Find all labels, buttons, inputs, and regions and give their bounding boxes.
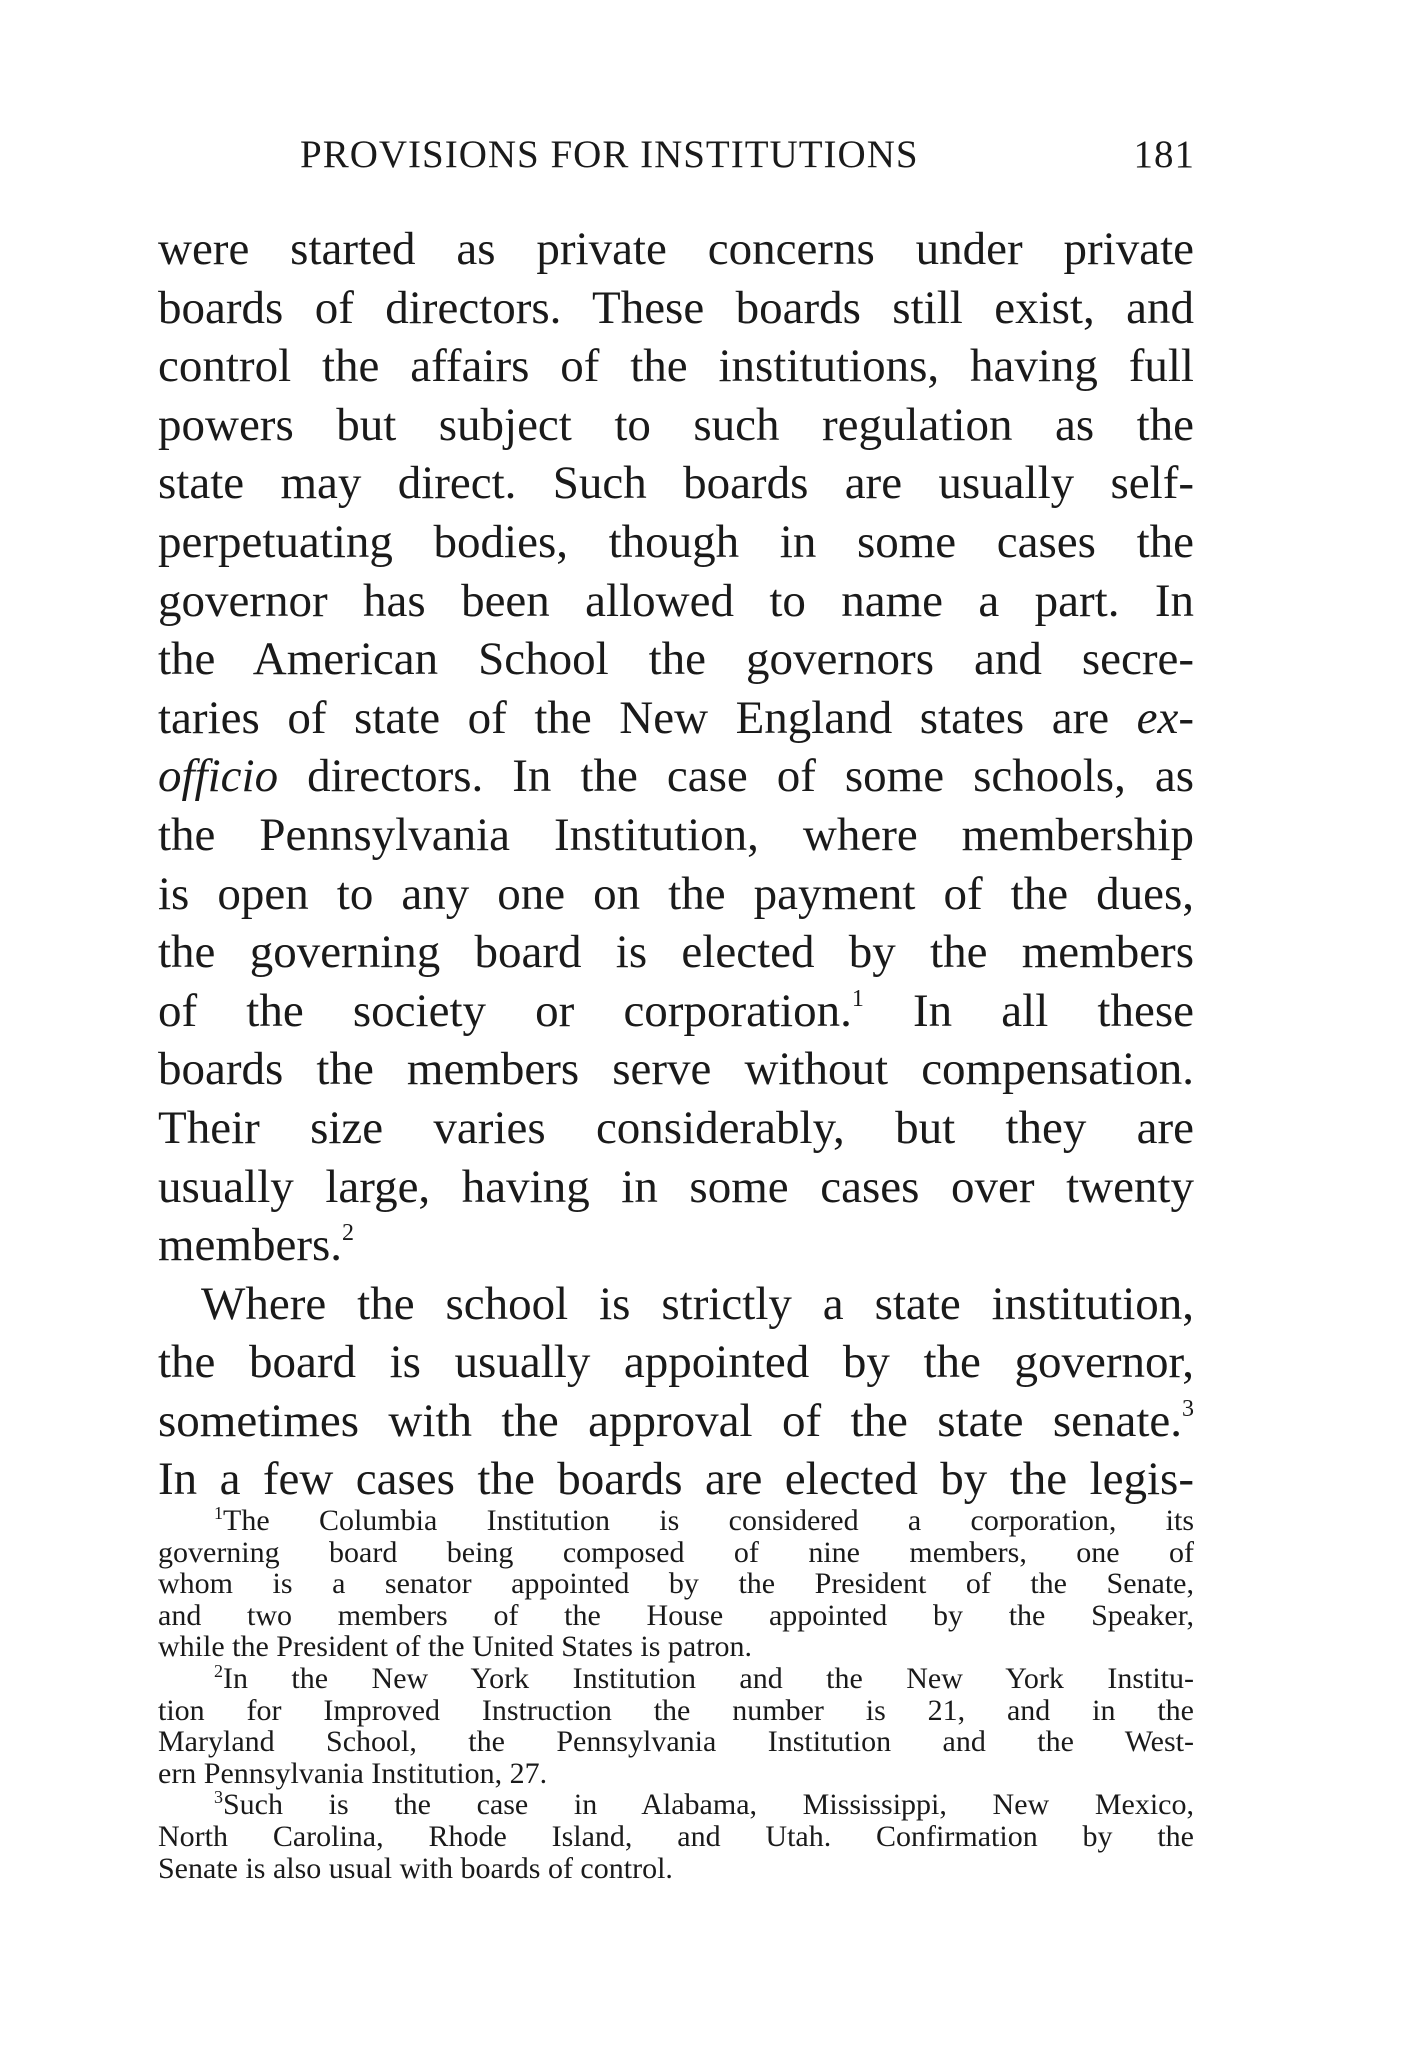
text-segment: members.	[158, 1219, 343, 1272]
text-line: usually large, having in some cases over twenty	[158, 1160, 1194, 1213]
footnote-line	[158, 1789, 1194, 1821]
footnote-line: governing board being composed of nine members, one of	[158, 1535, 1194, 1569]
text-line: control the affairs of the institutions, having full	[158, 340, 1194, 393]
text-line	[158, 747, 1194, 806]
text-line	[158, 1392, 1194, 1451]
text-line: the Pennsylvania Institution, where membership	[158, 808, 1194, 861]
text-line	[158, 982, 1194, 1041]
body-text	[158, 220, 1194, 1509]
text-segment: sometimes with the approval of the state senate.	[158, 1394, 1182, 1447]
paragraph-1	[158, 220, 1194, 1275]
running-head	[300, 132, 1195, 192]
text-line: perpetuating bodies, though in some cases the	[158, 515, 1194, 568]
footnote-line: and two members of the House appointed by the Speaker,	[158, 1598, 1194, 1632]
text-line: boards of directors. These boards still exist, and	[158, 281, 1194, 334]
text-line: were started as private concerns under private	[158, 223, 1194, 275]
text-line: governor has been allowed to name a part. In	[158, 574, 1194, 627]
text-line: the governing board is elected by the members	[158, 926, 1194, 979]
footnote-marker: 2	[214, 1660, 223, 1681]
text-line: Their size varies considerably, but they are	[158, 1101, 1194, 1154]
text-line: boards the members serve without compensation.	[158, 1043, 1194, 1096]
footnote-line	[158, 1660, 1194, 1695]
text-line: the board is usually appointed by the governor,	[158, 1336, 1194, 1389]
text-segment: In all these	[863, 984, 1194, 1037]
paragraph-2	[158, 1275, 1194, 1509]
text-segment: taries of state of the New England states are	[158, 691, 1137, 744]
footnote-reference: 1	[851, 985, 864, 1012]
footnote-3	[158, 1789, 1194, 1884]
footnote-reference: 3	[1182, 1395, 1194, 1422]
footnote-2	[158, 1660, 1194, 1790]
text-line	[158, 689, 1194, 748]
text-line: is open to any one on the payment of the dues,	[158, 867, 1194, 920]
footnote-1	[158, 1505, 1194, 1663]
footnote-reference: 2	[342, 1220, 355, 1247]
footnote-line: Maryland School, the Pennsylvania Institution and the West-	[158, 1725, 1194, 1759]
footnote-line	[158, 1505, 1194, 1537]
running-head-title: PROVISIONS FOR INSTITUTIONS	[300, 133, 919, 176]
text-line	[158, 1216, 1194, 1275]
text-segment: directors. In the case of some schools, as	[278, 750, 1194, 803]
footnote-marker: 1	[214, 1503, 223, 1523]
footnote-line: tion for Improved Instruction the number is 21, and in the	[158, 1693, 1194, 1727]
text-segment: Such is the case in Alabama, Mississippi, New Mexico,	[223, 1788, 1194, 1822]
text-line: state may direct. Such boards are usually self-	[158, 457, 1194, 510]
footnote-line: whom is a senator appointed by the President of the Senate,	[158, 1567, 1194, 1601]
text-segment: In the New York Institution and the New York Institu-	[223, 1661, 1194, 1695]
text-line: powers but subject to such regulation as the	[158, 398, 1194, 451]
footnote-line: North Carolina, Rhode Island, and Utah. Confirmation by the	[158, 1819, 1194, 1853]
text-segment: of the society or corporation.	[158, 984, 852, 1037]
footnotes	[158, 1505, 1194, 1884]
italic-text: ex-	[1136, 691, 1194, 744]
page-number: 181	[1133, 133, 1195, 176]
text-line: In a few cases the boards are elected by the legis-	[158, 1453, 1194, 1506]
text-line: Where the school is strictly a state institution,	[201, 1277, 1194, 1330]
footnote-line: Senate is also usual with boards of control.	[158, 1851, 673, 1885]
text-segment: The Columbia Institution is considered a corporation, its	[223, 1504, 1194, 1537]
footnote-line: ern Pennsylvania Institution, 27.	[158, 1756, 548, 1790]
footnote-line: while the President of the United States is patron.	[158, 1630, 753, 1664]
footnote-marker: 3	[214, 1787, 223, 1808]
text-line: the American School the governors and secre-	[158, 633, 1194, 686]
italic-text: officio	[158, 750, 279, 803]
